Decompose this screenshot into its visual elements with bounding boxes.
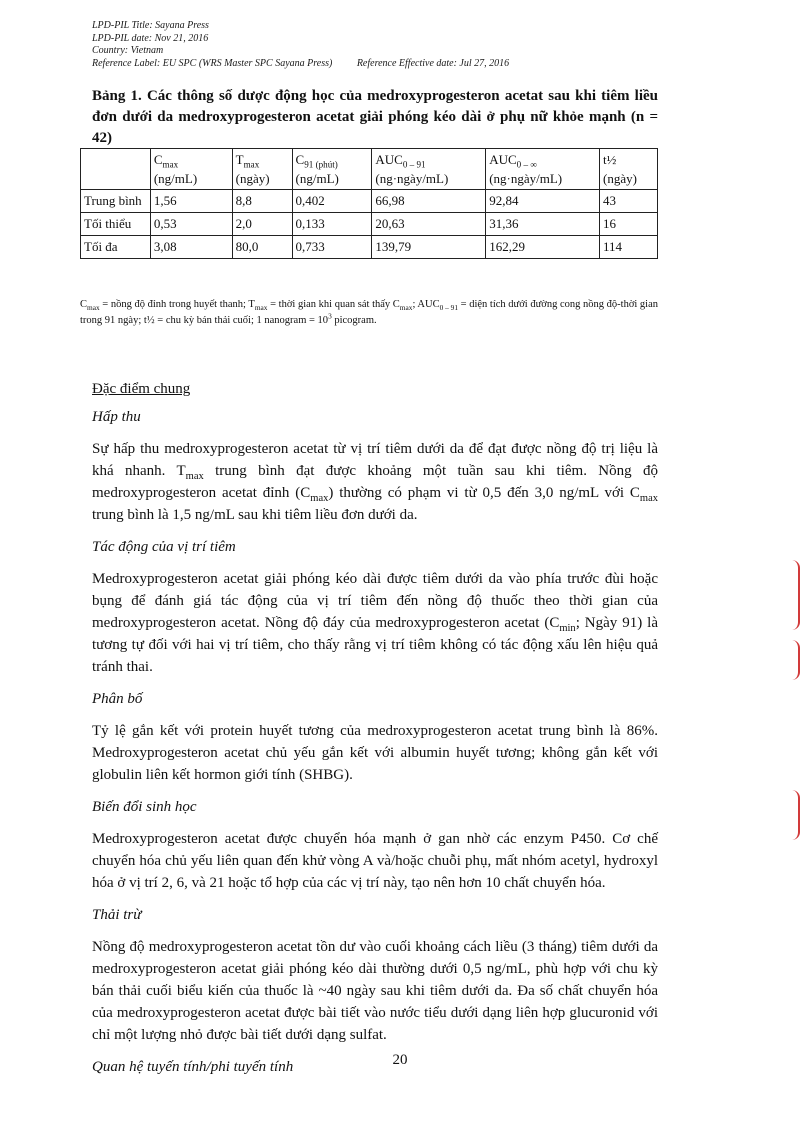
table-cell: 20,63	[372, 213, 486, 236]
subsection-title-biotransformation: Biến đổi sinh học	[92, 799, 197, 815]
subsection-title-elimination: Thải trừ	[92, 907, 142, 923]
row-label: Tối thiểu	[81, 213, 151, 236]
table-cell: 114	[600, 236, 658, 259]
table-cell: 80,0	[232, 236, 292, 259]
header-reference-label: Reference Label: EU SPC (WRS Master SPC Sayana Press)	[92, 57, 333, 69]
table-cell: 92,84	[486, 190, 600, 213]
row-label: Trung bình	[81, 190, 151, 213]
stamp-edge-mark	[784, 790, 800, 840]
page-number: 20	[392, 1052, 408, 1068]
table-header-corner	[81, 149, 151, 190]
table-cell: 8,8	[232, 190, 292, 213]
table-cell: 0,402	[292, 190, 372, 213]
paragraph-elimination: Nồng độ medroxyprogesteron acetat tồn dư vào cuối khoảng cách liều (3 tháng) tiêm dưới da medroxyprogesteron acetat giải phóng kéo dài thường dưới 0,5 ng/mL, phù hợp với chu kỳ bán thải cuối biểu kiến của thuốc là ~40 ngày sau khi tiêm dưới da. Đa số chất chuyển hóa của medroxyprogesteron acetat được bài tiết vào nước tiểu dưới dạng liên hợp glucuronid với chỉ một lượng nhỏ được bài tiết dưới dạng sulfat.	[92, 939, 658, 1043]
table-header-row	[81, 149, 658, 190]
table-cell: 31,36	[486, 213, 600, 236]
stamp-edge-mark	[784, 640, 800, 680]
section-title-general: Đặc điểm chung	[92, 381, 191, 397]
document-body	[92, 378, 658, 1088]
table-cell: 43	[600, 190, 658, 213]
table-row	[81, 190, 658, 213]
column-header-half-life: t½ (ngày)	[600, 149, 658, 190]
column-header-tmax: $T_{max}$ (ngày)	[232, 149, 292, 190]
header-reference-effective-date: Reference Effective date: Jul 27, 2016	[356, 57, 510, 69]
header-reference-line	[92, 58, 712, 71]
column-header-auc-0-inf: $AUC_{0 - \infty}$ (ng·ngày/mL)	[486, 149, 600, 190]
column-header-auc-0-91: $AUC_{0 - 91}$ (ng·ngày/mL)	[372, 149, 486, 190]
table-cell: 16	[600, 213, 658, 236]
row-label: Tối đa	[81, 236, 151, 259]
table-cell: 0,733	[292, 236, 372, 259]
header-country: Country: Vietnam	[92, 45, 164, 56]
table-footnote: $C_{max}$ = nồng độ đỉnh trong huyết thanh; $T_{max}$ = thời gian khi quan sát thấy $C_{max}$; $AUC_{0 - 91}$ = diện tích dưới đường cong nồng độ-thời gian trong 91 ngày; t½ = chu kỳ bán thải cuối; 1 nanogram = $10^3$ picogram.	[80, 299, 659, 326]
table-cell: 3,08	[150, 236, 232, 259]
column-header-c91: $C_{91 (phút)}$ (ng/mL)	[292, 149, 372, 190]
paragraph-absorption: Sự hấp thu medroxyprogesteron acetat từ vị trí tiêm dưới da để đạt được nồng độ trị liệu là khá nhanh. $T_{max}$ trung bình đạt được khoảng một tuần sau khi tiêm. Nồng độ medroxyprogesteron acetat đỉnh $(C_{max})$ thường có phạm vi từ 0,5 đến 3,0 ng/mL với $C_{max}$ trung bình là 1,5 ng/mL sau khi tiêm liều đơn dưới da.	[92, 441, 658, 523]
table-row	[81, 236, 658, 259]
table-cell: 139,79	[372, 236, 486, 259]
paragraph-distribution: Tỷ lệ gắn kết với protein huyết tương của medroxyprogesteron acetat trung bình là 86%. Medroxyprogesteron acetat chủ yếu gắn kết với albumin huyết tương; không gắn kết với globulin liên kết hormon giới tính (SHBG).	[92, 723, 658, 783]
subsection-title-distribution: Phân bố	[92, 691, 143, 707]
header-title: LPD-PIL Title: Sayana Press	[92, 20, 209, 31]
stamp-edge-mark	[784, 560, 800, 630]
subsection-title-linearity: Quan hệ tuyến tính/phi tuyến tính	[92, 1059, 294, 1075]
table-cell: 2,0	[232, 213, 292, 236]
table-title: Bảng 1. Các thông số dược động học của medroxyprogesteron acetat sau khi tiêm liều đơn dưới da medroxyprogesteron acetat giải phóng kéo dài ở phụ nữ khỏe mạnh (n = 42)	[92, 88, 658, 146]
paragraph-biotransformation: Medroxyprogesteron acetat được chuyển hóa mạnh ở gan nhờ các enzym P450. Cơ chế chuyển hóa chủ yếu liên quan đến khử vòng A và/hoặc chuỗi phụ, mất nhóm acetyl, hydroxyl hóa ở vị trí 2, 6, và 21 hoặc tổ hợp của các vị trí này, tạo nên hơn 10 chất chuyển hóa.	[92, 831, 658, 891]
document-header	[92, 20, 712, 70]
table-body	[81, 190, 658, 259]
paragraph-injection-site: Medroxyprogesteron acetat giải phóng kéo dài được tiêm dưới da vào phía trước đùi hoặc bụng để đánh giá tác động của vị trí tiêm đến nồng độ thuốc theo thời gian của medroxyprogesteron acetat. Nồng độ đáy của medroxyprogesteron acetat ($C_{min}$; Ngày 91) là tương tự đối với hai vị trí tiêm, cho thấy rằng vị trí tiêm không có tác động xấu lên hiệu quả tránh thai.	[92, 571, 659, 675]
table-cell: 0,133	[292, 213, 372, 236]
table-cell: 1,56	[150, 190, 232, 213]
pk-parameters-table	[80, 148, 658, 259]
subsection-title-injection-site: Tác động của vị trí tiêm	[92, 539, 236, 555]
table-row	[81, 213, 658, 236]
subsection-title-absorption: Hấp thu	[92, 409, 141, 425]
header-date: LPD-PIL date: Nov 21, 2016	[92, 32, 209, 44]
column-header-cmax: $C_{max}$ (ng/mL)	[150, 149, 232, 190]
table-cell: 162,29	[486, 236, 600, 259]
table-cell: 0,53	[150, 213, 232, 236]
table-cell: 66,98	[372, 190, 486, 213]
